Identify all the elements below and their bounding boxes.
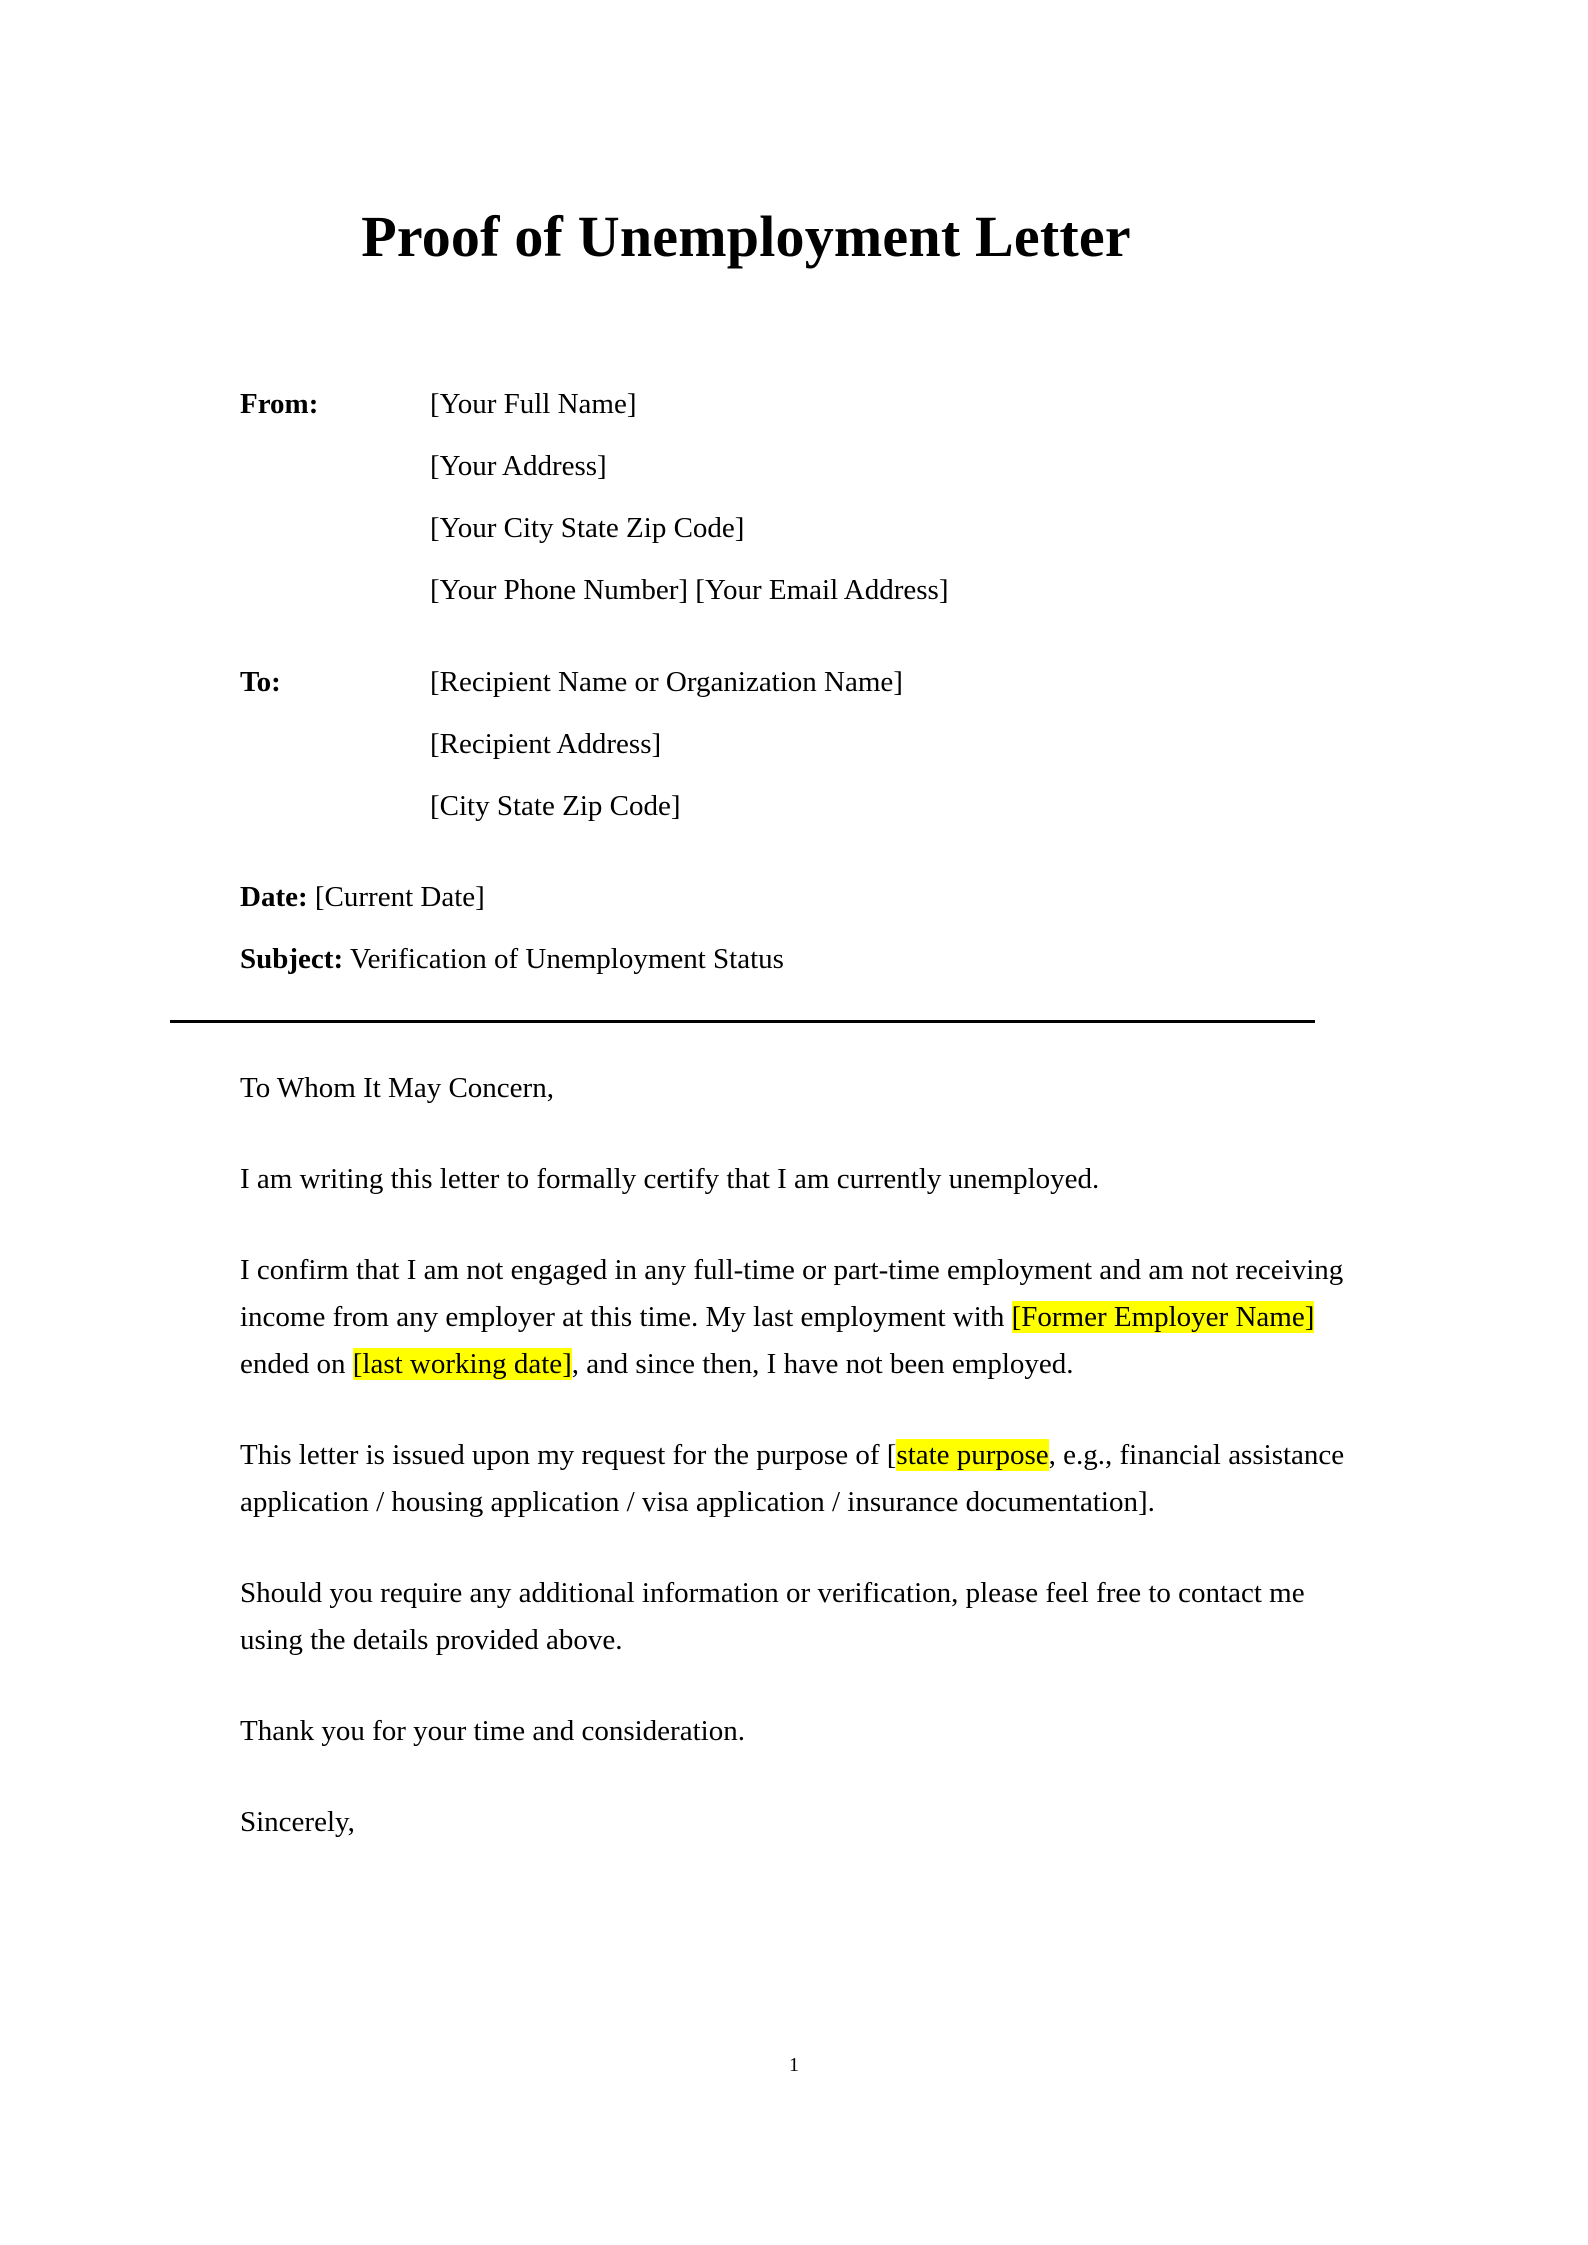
document-content	[240, 0, 1348, 1846]
from-row-contact	[240, 559, 1348, 621]
para2-segment-3: , and since then, I have not been employed.	[571, 1347, 1074, 1380]
letter-meta-block	[240, 866, 1348, 990]
from-address-block	[240, 373, 1348, 621]
closing-salutation: Sincerely,	[240, 1805, 355, 1838]
to-row-address	[240, 713, 1348, 775]
date-value: [Current Date]	[314, 880, 485, 913]
paragraph-employment-confirmation	[240, 1247, 1348, 1388]
subject-value: Verification of Unemployment Status	[349, 942, 784, 975]
date-line	[240, 866, 1348, 928]
horizontal-divider	[170, 1020, 1315, 1023]
page-number-footer: 1	[789, 2054, 799, 2076]
para3-segment-1: This letter is issued upon my request for the purpose of [	[240, 1438, 897, 1471]
to-recipient-name: [Recipient Name or Organization Name]	[430, 665, 903, 698]
para2-segment-2: ended on	[240, 1347, 353, 1380]
page-title: Proof of Unemployment Letter	[361, 204, 1131, 269]
highlight-former-employer-name: [Former Employer Name]	[1011, 1300, 1315, 1333]
from-row-name	[240, 373, 1348, 435]
highlight-state-purpose: state purpose	[896, 1438, 1049, 1471]
to-recipient-address: [Recipient Address]	[430, 727, 662, 760]
subject-label: Subject:	[240, 942, 344, 975]
from-row-address	[240, 435, 1348, 497]
from-row-city	[240, 497, 1348, 559]
from-phone-email: [Your Phone Number] [Your Email Address]	[430, 573, 949, 606]
to-row-city	[240, 775, 1348, 837]
to-row-name	[240, 651, 1348, 713]
para3-segment-2: , e.g., financial assistance application / housing application / visa application / insurance documentation].	[240, 1438, 1345, 1518]
paragraph-additional-information: Should you require any additional information or verification, please feel free to contact me using the details provided above.	[240, 1576, 1305, 1656]
highlight-last-working-date: [last working date]	[352, 1347, 572, 1380]
from-city-state-zip: [Your City State Zip Code]	[430, 511, 745, 544]
to-city-state-zip: [City State Zip Code]	[430, 789, 681, 822]
from-full-name: [Your Full Name]	[430, 387, 637, 420]
to-label: To:	[240, 665, 281, 698]
from-label: From:	[240, 387, 319, 420]
paragraph-purpose	[240, 1432, 1348, 1526]
para2-segment-1: I confirm that I am not engaged in any full-time or part-time employment and am not receiving income from any employer at this time. My last employment with	[240, 1253, 1344, 1333]
from-street-address: [Your Address]	[430, 449, 607, 482]
subject-line	[240, 928, 1348, 990]
date-label: Date:	[240, 880, 308, 913]
salutation: To Whom It May Concern,	[240, 1071, 554, 1104]
letter-body	[240, 1065, 1348, 1846]
paragraph-thank-you: Thank you for your time and consideration.	[240, 1714, 745, 1747]
paragraph-certify: I am writing this letter to formally certify that I am currently unemployed.	[240, 1162, 1100, 1195]
to-address-block	[240, 651, 1348, 837]
